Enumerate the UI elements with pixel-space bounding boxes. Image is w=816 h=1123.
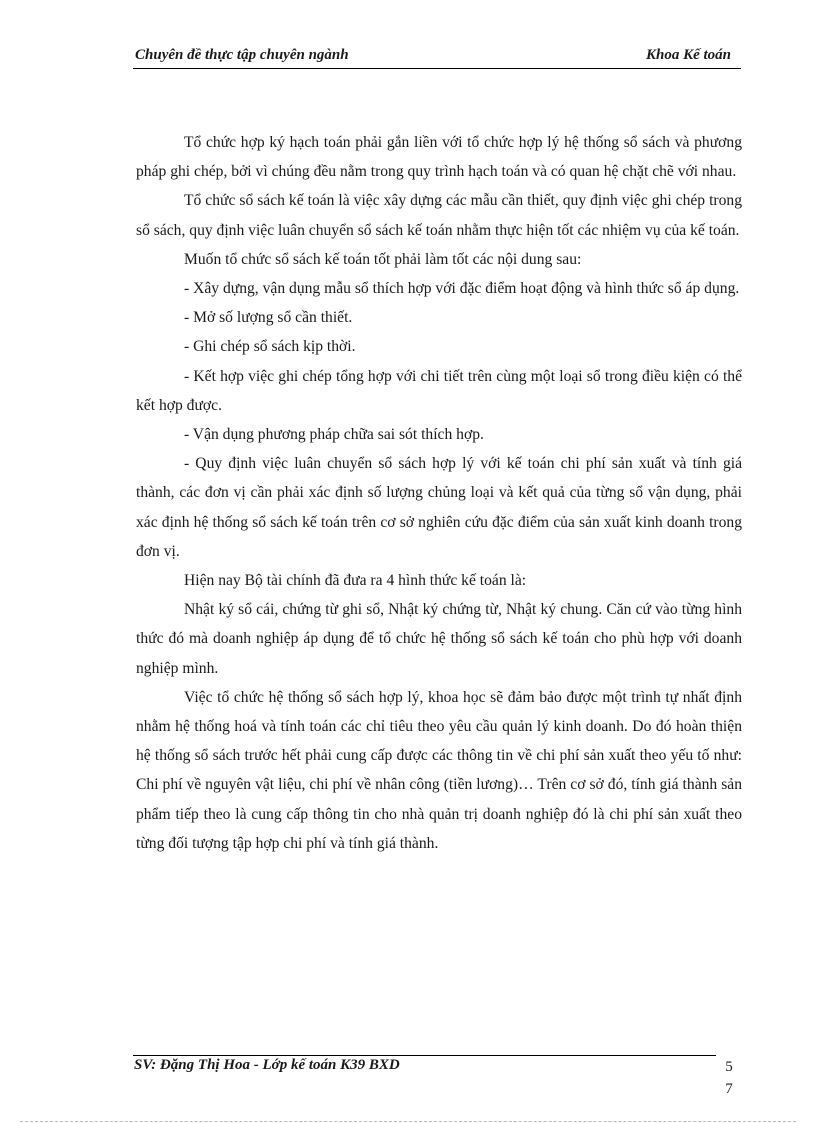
list-item: - Vận dụng phương pháp chữa sai sót thích hợp. [184,426,484,444]
paragraph: Tổ chức hợp ký hạch toán phải gắn liền với tổ chức hợp lý hệ thống sổ sách và phương pháp ghi chép, bởi vì chúng đều nằm trong quy trình hạch toán và có quan hệ chặt chẽ với nhau. [136,134,742,181]
paragraph: Việc tổ chức hệ thống sổ sách hợp lý, khoa học sẽ đảm bảo được một trình tự nhất định nhằm hệ thống hoá và tính toán các chỉ tiêu theo yêu cầu quản lý kinh doanh. Do đó hoàn thiện hệ thống sổ sách trước hết phải cung cấp được các thông tin về chi phí sản xuất theo yếu tố như: Chi phí về nguyên vật liệu, chi phí về nhân công (tiền lương)… Trên cơ sở đó, tính giá thành sản phẩm tiếp theo là cung cấp thông tin cho nhà quản trị doanh nghiệp đó là chi phí sản xuất theo từng đối tượng tập hợp chi phí và tính giá thành. [136,688,742,852]
page-number: 57 [725,1059,733,1097]
page-break-line [20,1121,796,1122]
list-item: - Ghi chép sổ sách kịp thời. [184,338,356,356]
paragraph: Muốn tổ chức sổ sách kế toán tốt phải làm tốt các nội dung sau: [184,250,582,268]
list-item: - Mở số lượng sổ cần thiết. [184,309,353,327]
paragraph: Hiện nay Bộ tài chính đã đưa ra 4 hình thức kế toán là: [184,572,527,590]
header-title: Chuyên đề thực tập chuyên ngành [135,47,349,63]
list-item: - Xây dựng, vận dụng mẫu sổ thích hợp với đặc điểm hoạt động và hình thức sổ áp dụng. [184,280,740,298]
paragraph: Nhật ký sổ cái, chứng từ ghi sổ, Nhật ký chứng từ, Nhật ký chung. Căn cứ vào từng hình thức đó mà doanh nghiệp áp dụng để tổ chức hệ thống sổ sách kế toán cho phù hợp với doanh nghiệp mình. [136,601,742,677]
footer-author: SV: Đặng Thị Hoa - Lớp kế toán K39 BXD [134,1057,400,1073]
footer-divider [133,1055,716,1056]
document-body [136,128,742,858]
list-item: - Quy định việc luân chuyển sổ sách hợp lý với kế toán chi phí sản xuất và tính giá thành, các đơn vị cần phải xác định số lượng chủng loại và kết quả của từng sổ vận dụng, phải xác định hệ thống sổ sách kế toán trên cơ sở nghiên cứu đặc điểm của sản xuất kinh doanh trong đơn vị. [136,455,742,560]
header-department: Khoa Kế toán [645,47,731,63]
list-item: - Kết hợp việc ghi chép tổng hợp với chi tiết trên cùng một loại sổ trong điều kiện có thể kết hợp được. [136,367,742,414]
paragraph: Tổ chức sổ sách kế toán là việc xây dựng các mẫu cần thiết, quy định việc ghi chép trong sổ sách, quy định việc luân chuyển sổ sách kế toán nhằm thực hiện tốt các nhiệm vụ của kế toán. [136,192,742,239]
page-header [133,46,741,69]
